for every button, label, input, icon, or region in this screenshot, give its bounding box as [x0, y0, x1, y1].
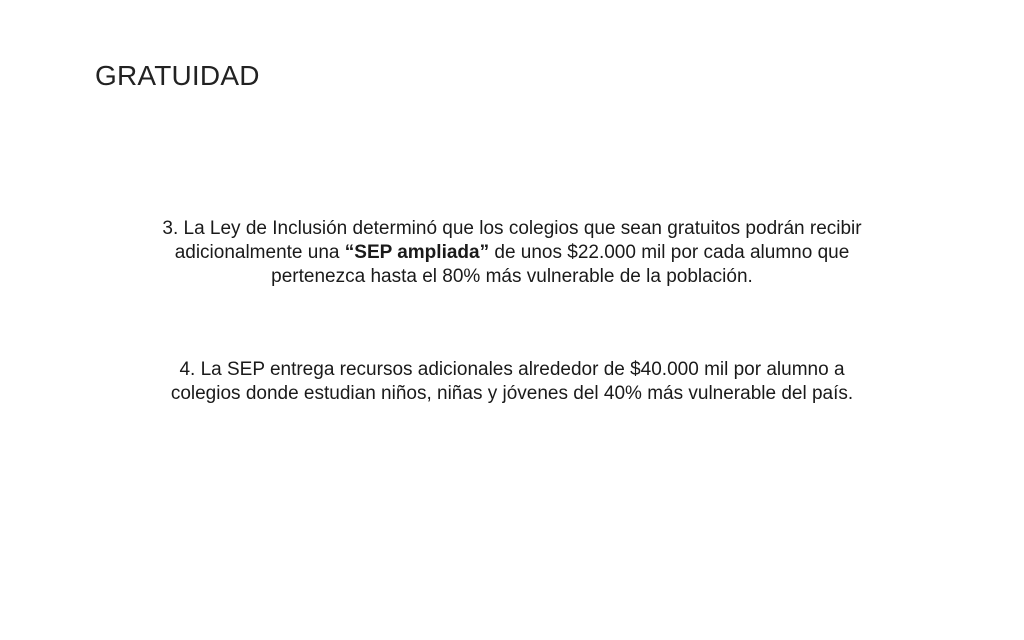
paragraph-ley-inclusion-text-start: 3. La Ley de Inclusión determinó que los colegios que sean gratuitos podrán recibir adicionalmente una	[162, 218, 862, 263]
paragraph-sep-recursos: 4. La SEP entrega recursos adicionales alrededor de $40.000 mil por alumno a colegios donde estudian niños, niñas y jóvenes del 40% más vulnerable del país.	[170, 359, 854, 404]
paragraph-ley-inclusion	[160, 217, 864, 289]
sep-ampliada-emphasis: “SEP ampliada”	[344, 242, 490, 263]
slide-title: GRATUIDAD	[95, 60, 260, 91]
paragraph-ley-inclusion-text-end: de unos $22.000 mil por cada alumno que pertenezca hasta el 80% más vulnerable de la población.	[271, 242, 850, 287]
